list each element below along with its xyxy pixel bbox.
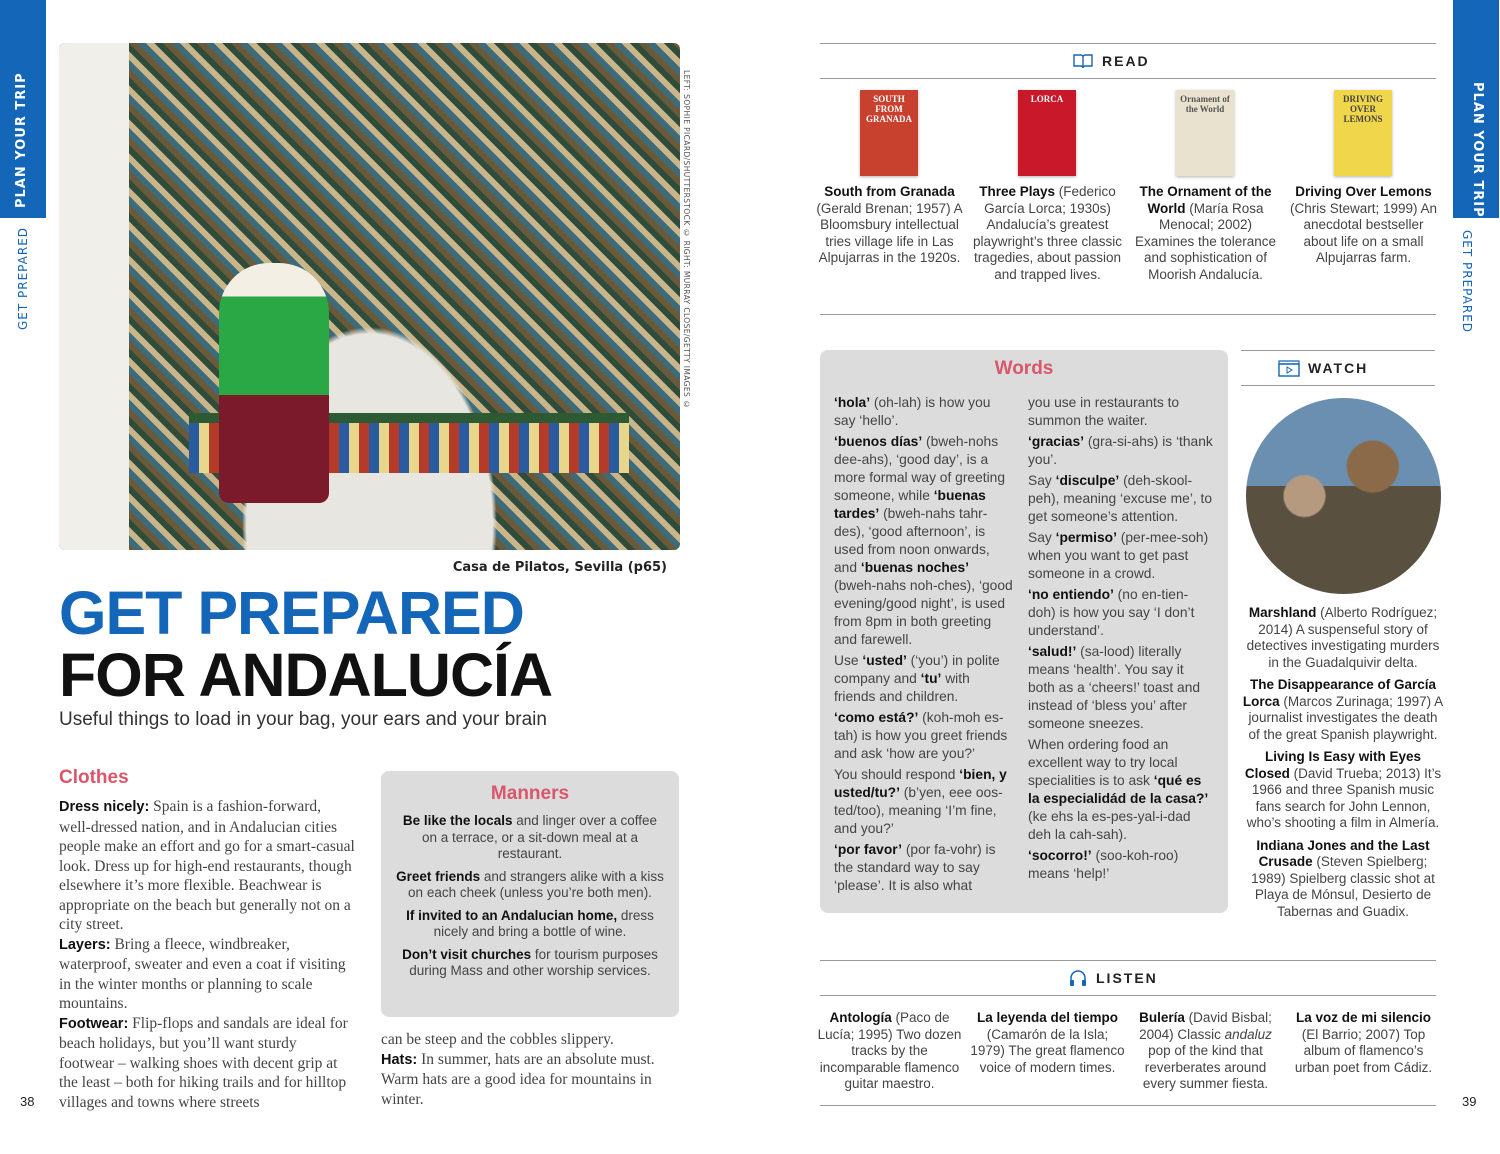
watch-heading-label: WATCH — [1308, 360, 1369, 376]
item-term: Three Plays — [979, 184, 1055, 199]
item-text: (bweh-nahs noh-ches), ‘good evening/good night’, is used from 8pm in both greeting and farewell. — [834, 578, 1013, 647]
item-text: Say — [1028, 530, 1056, 545]
item-term: Driving Over Lemons — [1295, 184, 1432, 199]
book-entry — [1128, 184, 1283, 283]
item-text: Bring a fleece, windbreaker, waterproof, sweater and even a coat if visiting in the winter months or planning to scale mountains. — [59, 935, 346, 1012]
item-text: (Chris Stewart; 1999) An anecdotal bestseller about life on a small Alpujarras farm. — [1289, 200, 1438, 265]
list-item — [381, 1030, 679, 1050]
list-item — [395, 908, 665, 941]
list-item — [1028, 529, 1214, 583]
item-text: (soo-koh-roo) means ‘help!’ — [1028, 848, 1179, 881]
list-item — [970, 184, 1125, 283]
item-text: (Paco de Lucía; 1995) Two dozen tracks by the incomparable flamenco guitar maestro. — [817, 1010, 962, 1091]
item-term: If invited to an Andalucian home, — [406, 907, 618, 923]
item-term: Hats: — [381, 1051, 418, 1068]
item-term: ‘usted’ — [862, 653, 907, 668]
list-item — [834, 766, 1014, 838]
album-entry — [1128, 1010, 1283, 1093]
list-item — [1028, 586, 1214, 640]
item-term: ‘no entiendo’ — [1028, 587, 1114, 602]
manners-list — [395, 813, 665, 980]
item-term: ‘como está?’ — [834, 710, 919, 725]
album-entry — [1286, 1010, 1441, 1076]
list-item — [1241, 677, 1445, 743]
item-text: and linger over a coffee on a terrace, or a sit-down meal at a restaurant. — [421, 813, 658, 861]
item-text: (Camarón de la Isla; 1979) The great flamenco voice of modern times. — [970, 1026, 1125, 1075]
item-term: ‘bien, y usted/tu?’ — [834, 767, 1007, 800]
item-term: ‘permiso’ — [1055, 530, 1117, 545]
film-still-indiana-jones — [1246, 398, 1441, 594]
clothes-list-continued — [381, 1030, 679, 1109]
item-text: and strangers alike with a kiss on each cheek (unless you’re both men). — [408, 868, 664, 900]
list-item — [1128, 1010, 1283, 1093]
item-term: ‘por favor’ — [834, 842, 902, 857]
list-item — [1028, 643, 1214, 733]
tab-label: PLAN YOUR TRIP — [14, 72, 29, 208]
photo-credit: LEFT: SOPHIE PICARD/SHUTTERSTOCK © RIGHT: MURRAY CLOSE/GETTY IMAGES © — [682, 70, 691, 410]
book-entry — [812, 184, 967, 267]
item-text: with friends and children. — [834, 671, 970, 704]
list-item — [1128, 184, 1283, 283]
photo-casa-de-pilatos — [59, 43, 680, 550]
words-box — [820, 350, 1228, 913]
list-item — [59, 1014, 355, 1113]
book-icon — [1072, 52, 1094, 70]
item-text: for tourism purposes during Mass and other worship services. — [409, 946, 658, 978]
item-text: (por fa-vohr) is the standard way to say ‘please’. It is also what — [834, 842, 996, 893]
list-item — [395, 813, 665, 863]
list-item — [1028, 394, 1214, 430]
item-term: Marshland — [1248, 605, 1317, 620]
section-tab-plan-your-trip-right — [1453, 0, 1499, 218]
list-item — [1028, 472, 1214, 526]
list-item — [395, 869, 665, 902]
book-cover — [860, 90, 918, 176]
item-text: (Gerald Brenan; 1957) A Bloomsbury intellectual tries village life in Las Alpujarras in the 1920s. — [816, 200, 963, 265]
item-term: Greet friends — [396, 868, 481, 884]
listen-heading — [1068, 969, 1158, 987]
item-term: ‘disculpe’ — [1055, 473, 1120, 488]
list-item — [1286, 184, 1441, 267]
item-text: (Steven Spielberg; 1989) Spielberg classic shot at Playa de Mónsul, Desierto de Tabernas and Guadix. — [1251, 854, 1435, 919]
book-entry — [1286, 184, 1441, 267]
words-heading: Words — [994, 358, 1054, 379]
words-column-2 — [1028, 394, 1214, 898]
page-title-line2: FOR ANDALUCÍA — [59, 641, 553, 709]
item-term: Antología — [829, 1010, 892, 1025]
album-entry — [812, 1010, 967, 1093]
item-term: La leyenda del tiempo — [976, 1010, 1119, 1025]
album-entry — [970, 1010, 1125, 1076]
item-text: Spain is a fashion-forward, well-dressed nation, and in Andalucian cities people make an effort and go for a smart-casual look. Dress up for high-end restaurants, though elsewhere it’s more flexible. Beachwear is appropriate on the beach but generally not on a city street. — [59, 798, 355, 933]
list-item — [395, 947, 665, 980]
manners-box — [381, 771, 679, 1017]
watch-heading — [1278, 359, 1368, 377]
list-item — [834, 433, 1014, 649]
item-term: Indiana Jones and the Last Crusade — [1256, 837, 1430, 869]
item-text: andaluz — [1224, 1026, 1272, 1042]
chapter-label: GET PREPARED — [16, 226, 30, 330]
item-term: Footwear: — [59, 1015, 129, 1032]
item-text: (David Bisbal; 2004) Classic — [1139, 1010, 1272, 1042]
item-text: (David Trueba; 2013) It’s 1966 and three Spanish music fans search for John Lennon, who’s shooting a film in Almería. — [1246, 765, 1442, 830]
words-column-1 — [834, 394, 1014, 898]
list-item — [834, 709, 1014, 763]
manners-heading: Manners — [490, 783, 570, 804]
list-item — [812, 1010, 967, 1093]
film-clapper-icon — [1278, 359, 1300, 377]
item-text: Flip-flops and sandals are ideal for beach holidays, but you’ll want sturdy footwear – walking shoes with decent grip at the least – both for hiking trails and for hilltop villages and towns where streets — [59, 1014, 348, 1111]
page-number-left: 38 — [20, 1094, 35, 1109]
watch-list — [1241, 605, 1445, 926]
item-text: pop of the kind that reverberates around every summer fiesta. — [1142, 1043, 1269, 1091]
list-item — [1028, 847, 1214, 883]
list-item — [1028, 433, 1214, 469]
page-subtitle: Useful things to load in your bag, your ears and your brain — [59, 709, 547, 730]
item-text: When ordering food an excellent way to try local specialities is to ask — [1028, 737, 1178, 788]
item-term: The Disappearance of García Lorca — [1242, 677, 1437, 709]
item-term: ‘buenos días’ — [834, 434, 923, 449]
item-text: In summer, hats are an absolute must. Warm hats are a good idea for mountains in winter. — [381, 1050, 655, 1108]
item-text: Say — [1028, 473, 1056, 488]
list-item — [1028, 736, 1214, 844]
item-text: you use in restaurants to summon the waiter. — [1028, 395, 1180, 428]
book-cover — [1018, 90, 1076, 176]
item-term: Be like the locals — [402, 813, 513, 828]
item-term: ‘hola’ — [834, 395, 871, 410]
item-text: (sa-lood) literally means ‘health’. You say it both as a ‘cheers!’ toast and instead of ‘bless you’ after someone sneezes. — [1028, 644, 1201, 731]
list-item — [1241, 749, 1445, 832]
clothes-list — [59, 797, 355, 1112]
cover-title: SOUTH FROM GRANADA — [866, 94, 912, 124]
item-text: (koh-moh es-tah) is how you greet friends and ask ‘how are you?’ — [834, 710, 1008, 761]
item-text: (gra-si-ahs) is ‘thank you’. — [1028, 434, 1213, 467]
item-term: ‘salud!’ — [1028, 644, 1077, 659]
item-term: Layers: — [59, 936, 111, 953]
list-item — [1286, 1010, 1441, 1076]
read-heading — [1072, 52, 1150, 70]
item-term: Living Is Easy with Eyes Closed — [1244, 749, 1422, 781]
item-term: ‘buenas tardes’ — [834, 488, 986, 521]
list-item — [59, 797, 355, 935]
item-term: Dress nicely: — [59, 799, 150, 815]
item-text: dress nicely and bring a bottle of wine. — [433, 907, 654, 939]
item-term: Don’t visit churches — [402, 946, 532, 962]
book-cover — [1334, 90, 1392, 176]
item-text: (per-mee-soh) when you want to get past someone in a crowd. — [1028, 530, 1209, 581]
listen-heading-label: LISTEN — [1096, 970, 1158, 986]
book-entry — [970, 184, 1125, 283]
item-text: can be steep and the cobbles slippery. — [381, 1031, 614, 1048]
item-text: You should respond — [834, 767, 960, 782]
item-term: ‘socorro!’ — [1028, 848, 1092, 863]
list-item — [834, 394, 1014, 430]
list-item — [1241, 605, 1445, 671]
page-number-right: 39 — [1462, 1094, 1477, 1109]
item-text: (Federico García Lorca; 1930s) Andalucía’s greatest playwright’s three classic tragedies, about passion and trapped lives. — [972, 184, 1123, 282]
headphones-icon — [1068, 969, 1088, 987]
list-item — [834, 841, 1014, 895]
item-text: (deh-skool-peh), meaning ‘excuse me’, to get someone’s attention. — [1028, 473, 1213, 524]
cover-title: DRIVING OVER LEMONS — [1342, 94, 1383, 124]
item-text: (bweh-nohs dee-ahs), ‘good day’, is a more formal way of greeting someone, while — [834, 434, 1005, 503]
item-text: Use — [834, 653, 863, 668]
tab-label: PLAN YOUR TRIP — [1470, 82, 1485, 218]
item-text: (oh-lah) is how you say ‘hello’. — [834, 395, 991, 428]
reader-illustration — [219, 263, 329, 503]
item-text: (El Barrio; 2007) Top album of flamenco’s urban poet from Cádiz. — [1294, 1026, 1433, 1075]
cover-title: LORCA — [1030, 94, 1064, 104]
item-term: The Ornament of the World — [1139, 184, 1272, 216]
item-term: ‘tu’ — [920, 671, 942, 686]
list-item — [381, 1050, 679, 1110]
item-term: Bulería — [1139, 1010, 1185, 1025]
item-text: (ke ehs la es-pes-yal-i-dad deh la cah-sah). — [1028, 809, 1191, 842]
list-item — [1241, 838, 1445, 921]
item-term: La voz de mi silencio — [1295, 1010, 1432, 1025]
list-item — [59, 935, 355, 1014]
list-item — [970, 1010, 1125, 1076]
item-text: (bweh-nahs tahr-des), ‘good afternoon’, is used from noon onwards, and — [834, 506, 990, 575]
item-text: (‘you’) in polite company and — [834, 653, 1000, 686]
item-text: (María Rosa Menocal; 2002) Examines the tolerance and sophistication of Moorish Andalucía. — [1134, 200, 1277, 282]
cover-title: Ornament of the World — [1180, 94, 1230, 114]
item-text: (no en-tien-doh) is how you say ‘I don’t understand’. — [1028, 587, 1195, 638]
item-term: ‘qué es la especialidád de la casa?’ — [1028, 773, 1209, 806]
item-text: (Alberto Rodríguez; 2014) A suspenseful story of detectives investigating murders in the Guadalquivir delta. — [1246, 605, 1440, 670]
section-tab-plan-your-trip — [0, 0, 46, 218]
item-text: (Marcos Zurinaga; 1997) A journalist investigates the death of the great Spanish playwright. — [1248, 693, 1444, 742]
item-term: ‘buenas noches’ — [860, 560, 969, 575]
book-cover — [1176, 90, 1234, 176]
item-term: ‘gracias’ — [1028, 434, 1084, 449]
page-title-line1: GET PREPARED — [59, 579, 524, 647]
item-term: South from Granada — [824, 184, 955, 199]
list-item — [812, 184, 967, 267]
chapter-label: GET PREPARED — [1460, 230, 1474, 334]
clothes-heading: Clothes — [59, 767, 129, 788]
read-heading-label: READ — [1102, 53, 1150, 69]
photo-caption: Casa de Pilatos, Sevilla (p65) — [452, 560, 667, 575]
item-text: (b’yen, eee oos-ted/too), meaning ‘I’m fine, and you?’ — [834, 785, 1003, 836]
list-item — [834, 652, 1014, 706]
